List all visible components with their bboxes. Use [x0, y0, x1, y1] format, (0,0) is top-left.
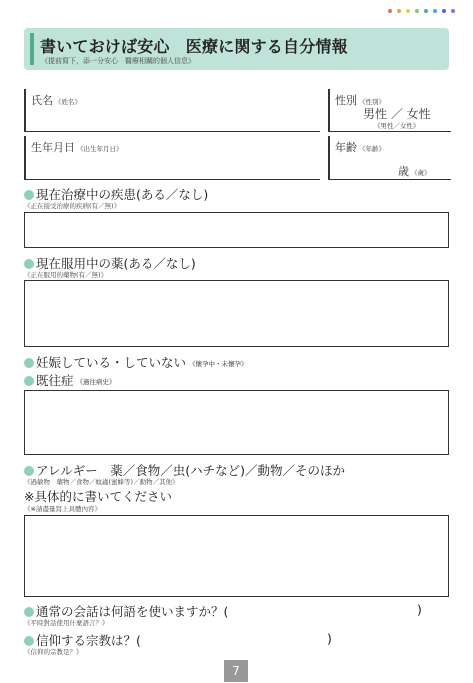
allergy-input-box[interactable]	[24, 515, 449, 597]
decor-dot	[388, 9, 392, 13]
decor-dot	[424, 9, 428, 13]
history-question: 既往症 《過往病史》	[24, 371, 116, 389]
name-field[interactable]	[24, 89, 320, 132]
name-label: 氏名 《姓名》	[31, 94, 81, 107]
page-subtitle: 《提前寫下，添一分安心 醫療相關的個人信息》	[41, 57, 195, 65]
bullet-icon	[24, 358, 34, 368]
birthdate-field[interactable]	[24, 136, 320, 180]
medicine-question: 現在服用中の薬(ある／なし)	[24, 254, 196, 272]
decor-dot	[415, 9, 419, 13]
decor-dot	[442, 9, 446, 13]
medicine-input-box[interactable]	[24, 280, 449, 347]
decor-dot	[433, 9, 437, 13]
disease-question: 現在治療中の疾患(ある／なし)	[24, 185, 208, 203]
sex-options[interactable]: 男性 ／ 女性	[363, 107, 431, 121]
page-header	[24, 28, 449, 70]
language-question[interactable]: 通常の会話は何語を使いますか？(	[24, 602, 228, 620]
bullet-icon	[24, 607, 34, 617]
decor-dot	[406, 9, 410, 13]
decor-dot	[451, 9, 455, 13]
disease-input-box[interactable]	[24, 212, 449, 248]
age-unit: 歳 《歲》	[398, 165, 431, 178]
sex-field[interactable]	[328, 89, 451, 132]
page-number: 7	[224, 660, 248, 682]
religion-question[interactable]: 信仰する宗教は？(	[24, 631, 141, 649]
bullet-icon	[24, 190, 34, 200]
history-input-box[interactable]	[24, 390, 449, 455]
allergy-question-sub: 《過敏物 藥物／食物／蚊蟲(蜜蜂等)／動物／其他》	[24, 478, 179, 486]
sex-label: 性別 《性別》	[335, 94, 385, 107]
header-accent-bar	[30, 33, 34, 65]
decor-dots	[388, 9, 455, 13]
disease-question-sub: 《正在接受治療的疾病(有／無)》	[24, 202, 121, 210]
sex-options-sub: 《男性／女性》	[374, 122, 420, 130]
allergy-detail-sub: 《※請盡量寫上具體內容》	[24, 505, 101, 513]
bullet-icon	[24, 376, 34, 386]
allergy-detail-instruction: ※具体的に書いてください	[24, 489, 172, 504]
language-close-paren: )	[417, 602, 422, 617]
bullet-icon	[24, 259, 34, 269]
birthdate-label: 生年月日 《出生年月日》	[31, 141, 123, 154]
pregnancy-question[interactable]: 妊娠している・していない 《懷孕中・未懷孕》	[24, 353, 248, 371]
page-title: 書いておけば安心 医療に関する自分情報	[40, 37, 348, 56]
allergy-question[interactable]: アレルギー 薬／食物／虫(ハチなど)／動物／そのほか	[24, 461, 345, 479]
age-label: 年齢 《年齡》	[335, 141, 385, 154]
bullet-icon	[24, 636, 34, 646]
religion-question-sub: 《信仰的宗教是？》	[24, 648, 83, 656]
bullet-icon	[24, 466, 34, 476]
decor-dot	[397, 9, 401, 13]
medicine-question-sub: 《正在服用的藥物(有／無)》	[24, 271, 108, 279]
age-field[interactable]	[328, 136, 451, 180]
language-question-sub: 《平時對話使用什麼語言？》	[24, 619, 109, 627]
religion-close-paren: )	[327, 631, 332, 646]
